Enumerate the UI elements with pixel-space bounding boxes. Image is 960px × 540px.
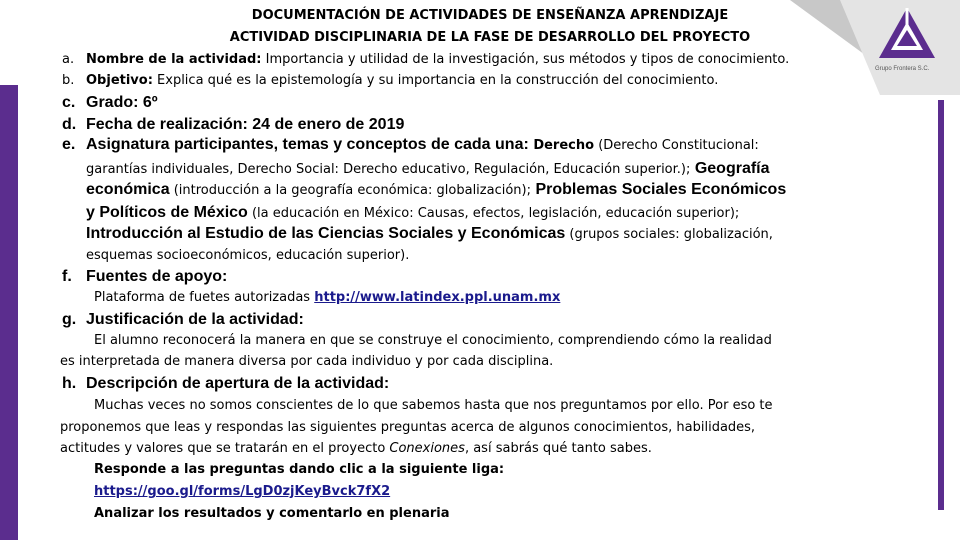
item-f-platform: Plataforma de fuetes autorizadas	[94, 290, 315, 305]
doc-title-line-1: DOCUMENTACIÓN DE ACTIVIDADES DE ENSEÑANZA APRENDIZAJE	[251, 8, 729, 23]
item-a-marker: a.	[62, 52, 75, 67]
item-b-label: Objetivo:	[86, 73, 153, 88]
item-d-date: Fecha de realización: 24 de enero de 2019	[86, 116, 405, 133]
item-e-line-2	[86, 160, 770, 178]
item-h-line-2: proponemos que leas y respondas las siguientes preguntas acerca de algunos conocimientos, habilidades,	[60, 420, 756, 435]
item-g-marker: g.	[62, 311, 77, 328]
item-e-marker: e.	[62, 136, 76, 153]
google-form-link[interactable]: https://goo.gl/forms/LgD0zjKeyBvck7fX2	[94, 484, 391, 499]
item-g-line-2: es interpretada de manera diversa por cada individuo y por cada disciplina.	[60, 354, 554, 369]
item-e-line-2-text: garantías individuales, Derecho Social: Derecho educativo, Regulación, Educación superior.);	[86, 162, 691, 177]
doc-title-line-2: ACTIVIDAD DISCIPLINARIA DE LA FASE DE DESARROLLO DEL PROYECTO	[229, 30, 751, 45]
item-a-text: Importancia y utilidad de la investigación, sus métodos y tipos de conocimiento.	[261, 52, 790, 67]
item-e-label: Asignatura participantes, temas y conceptos de cada una:	[86, 136, 529, 153]
item-e-line-5	[86, 225, 773, 243]
item-h-label: Descripción de apertura de la actividad:	[86, 375, 390, 392]
item-e-psep-label: Problemas Sociales Económicos	[531, 181, 787, 198]
item-b-marker: b.	[62, 73, 75, 88]
project-name: Conexiones	[389, 441, 465, 456]
item-f-marker: f.	[62, 268, 72, 285]
item-c-marker: c.	[62, 94, 76, 111]
item-e-derecho: Derecho	[528, 138, 595, 153]
item-e-line-1	[86, 136, 759, 154]
respond-instruction: Responde a las preguntas dando clic a la siguiente liga:	[94, 462, 505, 477]
item-f-text	[94, 290, 560, 305]
item-c-grade: Grado: 6º	[86, 94, 158, 111]
item-h-line-3-a: actitudes y valores que se tratarán en el proyecto	[60, 441, 390, 456]
item-a-label: Nombre de la actividad:	[86, 52, 262, 67]
item-e-line-3	[86, 181, 786, 199]
item-e-psep-detail: (la educación en México: Causas, efectos, legislación, educación superior);	[247, 206, 740, 221]
item-e-geo-label: Geografía	[690, 160, 770, 177]
item-a	[86, 52, 789, 67]
right-accent-bar	[938, 100, 944, 510]
item-e-intro-label: Introducción al Estudio de las Ciencias Sociales y Económicas	[86, 225, 566, 242]
item-g-label: Justificación de la actividad:	[86, 311, 304, 328]
item-e-intro-detail: (grupos sociales: globalización,	[565, 227, 773, 242]
left-accent-bar	[0, 85, 18, 540]
item-h-line-3	[60, 441, 652, 456]
item-e-derecho-detail: (Derecho Constitucional:	[594, 138, 759, 153]
item-e-geo-label-2: económica	[86, 181, 170, 198]
logo-caption: Grupo Frontera S.C.	[875, 66, 930, 72]
item-e-line-4	[86, 204, 739, 222]
analyze-instruction: Analizar los resultados y comentarlo en plenaria	[94, 506, 450, 521]
item-h-line-3-b: , así sabrás qué tanto sabes.	[464, 441, 652, 456]
item-g-line-1: El alumno reconocerá la manera en que se construye el conocimiento, comprendiendo cómo la realidad	[94, 333, 772, 348]
item-e-geo-detail: (introducción a la geografía económica: globalización);	[169, 183, 531, 198]
item-f-label: Fuentes de apoyo:	[86, 268, 228, 285]
item-b	[86, 73, 718, 88]
item-e-psep-label-2: y Políticos de México	[86, 204, 248, 221]
item-d-marker: d.	[62, 116, 77, 133]
item-h-line-1: Muchas veces no somos conscientes de lo que sabemos hasta que nos preguntamos por ello. Por eso te	[94, 398, 773, 413]
item-e-line-6: esquemas socioeconómicos, educación superior).	[86, 248, 410, 263]
latindex-link[interactable]: http://www.latindex.ppl.unam.mx	[314, 290, 561, 305]
item-b-text: Explica qué es la epistemología y su importancia en la construcción del conocimiento.	[152, 73, 719, 88]
item-h-marker: h.	[62, 375, 77, 392]
